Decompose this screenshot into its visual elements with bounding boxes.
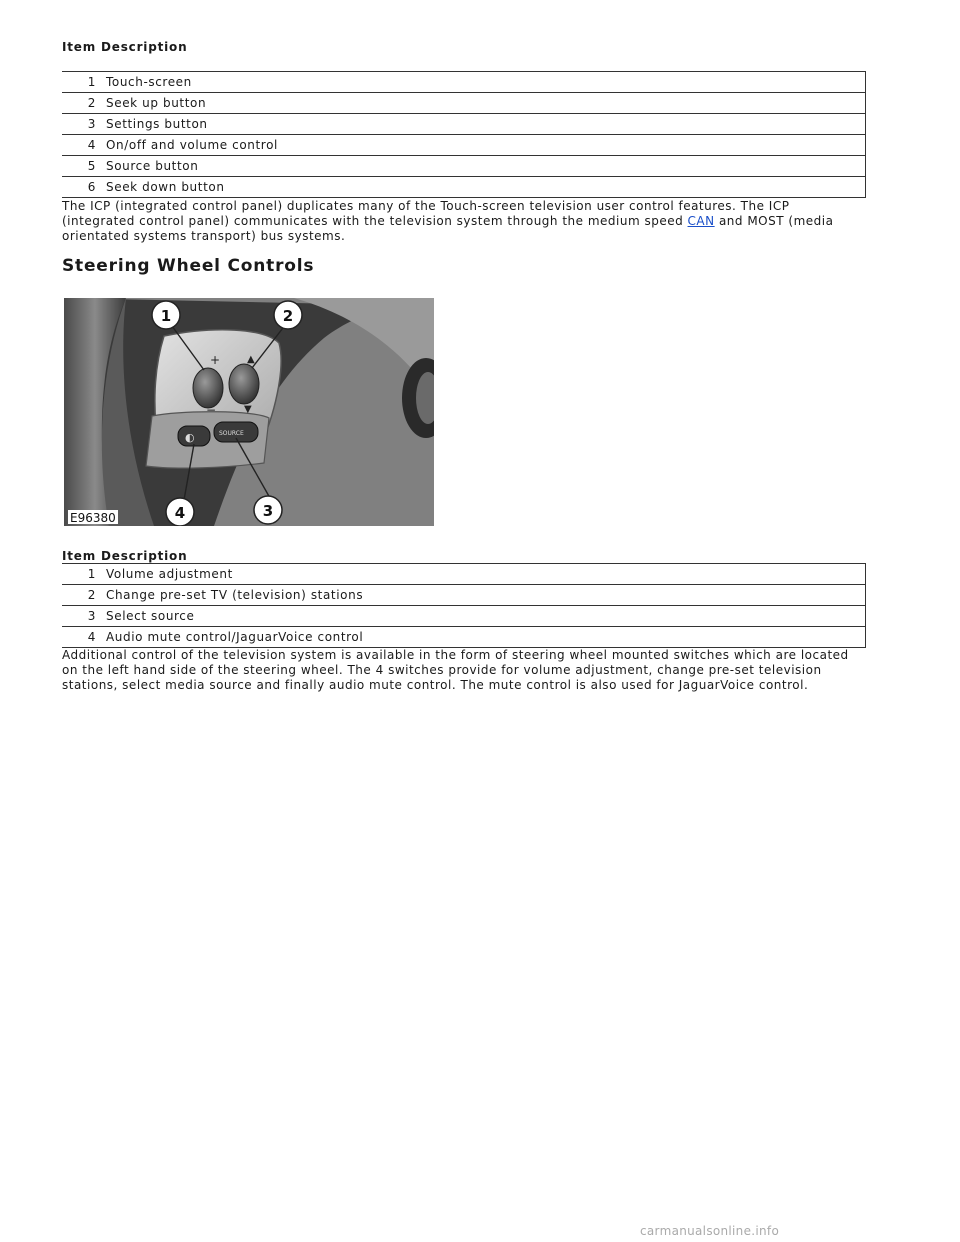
item-description: Audio mute control/JaguarVoice control <box>106 627 866 648</box>
table-row <box>62 156 866 177</box>
callout-3-label: 3 <box>262 502 274 520</box>
volume-knob <box>193 368 223 408</box>
callout-2-label: 2 <box>282 307 294 325</box>
table-row <box>62 585 866 606</box>
item-number: 3 <box>62 606 106 627</box>
item-description: Settings button <box>106 114 866 135</box>
table2-header: Item Description <box>62 549 188 563</box>
table1-header: Item Description <box>62 40 188 54</box>
item-number: 1 <box>62 564 106 585</box>
down-arrow-icon: ▼ <box>244 404 252 415</box>
can-link[interactable]: CAN <box>687 214 715 228</box>
steering-controls-paragraph: Additional control of the television system is available in the form of steering wheel mounted switches which are located on the left hand side of the steering wheel. The 4 switches provide for volume adjustment, change pre-set television stations, select media source and finally audio mute control. The mute control is also used for JaguarVoice control. <box>62 648 849 692</box>
table-row <box>62 627 866 648</box>
table-row <box>62 93 866 114</box>
section-heading: Steering Wheel Controls <box>62 256 315 276</box>
item-description: On/off and volume control <box>106 135 866 156</box>
plus-icon: + <box>210 353 221 367</box>
figure-code: E96380 <box>70 511 116 525</box>
station-knob <box>229 364 259 404</box>
callout-1-label: 1 <box>160 307 172 325</box>
table-row <box>62 135 866 156</box>
item-description: Volume adjustment <box>106 564 866 585</box>
item-number: 2 <box>62 93 106 114</box>
item-description: Source button <box>106 156 866 177</box>
source-button-label: SOURCE <box>219 430 244 437</box>
item-number: 6 <box>62 177 106 198</box>
item-description: Change pre-set TV (television) stations <box>106 585 866 606</box>
item-description: Touch-screen <box>106 72 866 93</box>
item-number: 3 <box>62 114 106 135</box>
up-arrow-icon: ▲ <box>247 354 255 365</box>
mute-voice-icon: ◐ <box>185 431 195 444</box>
table-row <box>62 606 866 627</box>
item-description: Seek up button <box>106 93 866 114</box>
watermark: carmanualsonline.info <box>640 1224 780 1238</box>
steering-wheel-figure <box>64 298 434 526</box>
table-row <box>62 177 866 198</box>
item-number: 1 <box>62 72 106 93</box>
item-number: 4 <box>62 135 106 156</box>
icp-paragraph <box>62 199 862 244</box>
table-row <box>62 72 866 93</box>
item-description: Seek down button <box>106 177 866 198</box>
table-row <box>62 114 866 135</box>
item-number: 4 <box>62 627 106 648</box>
item-number: 2 <box>62 585 106 606</box>
paragraph-text: and MOST (media orientated systems transport) bus systems. <box>62 214 834 243</box>
steering-wheel-illustration <box>64 298 434 526</box>
paragraph-text: The ICP (integrated control panel) duplicates many of the Touch-screen television user control features. The ICP (integrated control panel) communicates with the television system through the medium speed <box>62 199 790 228</box>
callout-4-label: 4 <box>174 504 186 522</box>
table-row <box>62 564 866 585</box>
minus-icon: − <box>206 403 217 417</box>
table1 <box>62 71 866 198</box>
item-description: Select source <box>106 606 866 627</box>
item-number: 5 <box>62 156 106 177</box>
table2 <box>62 563 866 648</box>
